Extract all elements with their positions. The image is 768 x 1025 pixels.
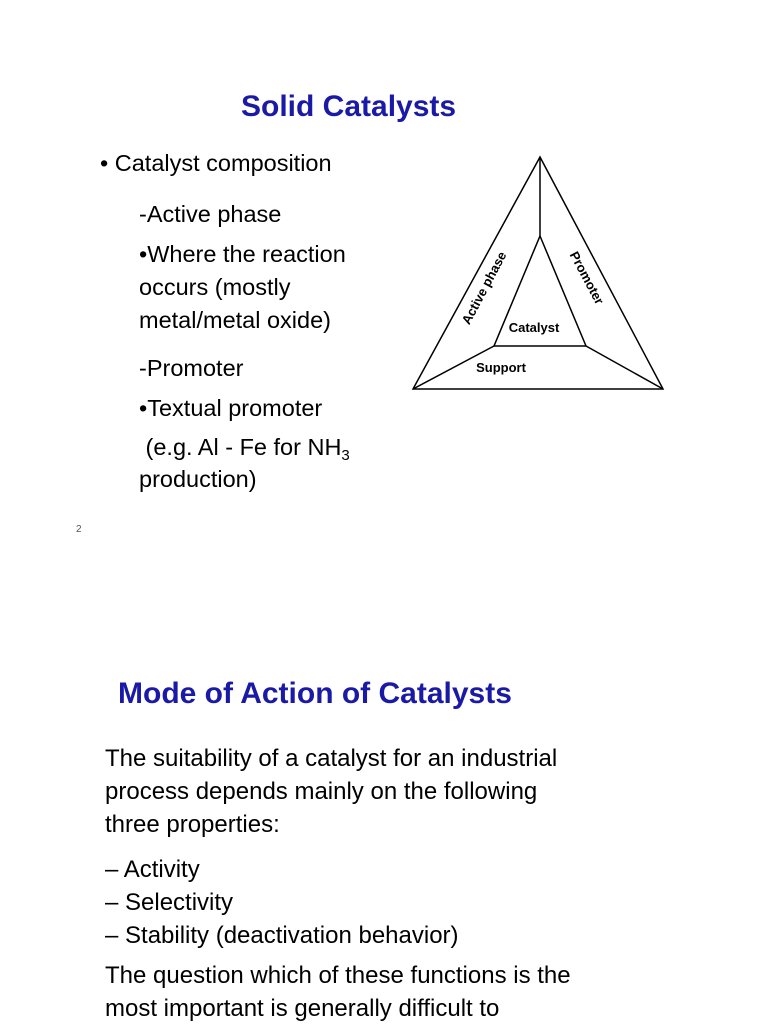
property-stability: – Stability (deactivation behavior)	[105, 922, 459, 949]
slide2-title: Mode of Action of Catalysts	[118, 677, 512, 710]
bullet-catalyst-composition: • Catalyst composition	[100, 150, 332, 176]
property-selectivity: – Selectivity	[105, 889, 234, 916]
slide-number: 2	[76, 524, 82, 535]
reaction-line-3: metal/metal oxide)	[139, 307, 331, 333]
catalyst-label: Catalyst	[508, 320, 560, 335]
reaction-line-2: occurs (mostly	[139, 274, 291, 300]
promoter-label: Promoter	[566, 248, 608, 307]
example-subscript: 3	[341, 447, 350, 464]
intro-line-3: three properties:	[105, 811, 280, 838]
reaction-line-1: •Where the reaction	[139, 241, 346, 267]
example-text: (e.g. Al - Fe for NH	[139, 434, 342, 460]
example-line	[139, 431, 350, 463]
outer-triangle	[413, 157, 663, 389]
active-phase-label: Active phase	[458, 248, 510, 327]
promoter-heading: -Promoter	[139, 355, 244, 381]
question-line-2: most important is generally difficult to	[105, 995, 500, 1022]
property-activity: – Activity	[105, 856, 200, 883]
intro-line-1: The suitability of a catalyst for an industrial	[105, 745, 558, 772]
active-phase-heading: -Active phase	[139, 201, 282, 227]
slide1-title: Solid Catalysts	[241, 90, 457, 123]
production-line: production)	[139, 466, 257, 492]
intro-line-2: process depends mainly on the following	[105, 778, 538, 805]
textual-promoter: •Textual promoter	[139, 395, 323, 421]
question-line-1: The question which of these functions is the	[105, 962, 571, 989]
support-label: Support	[476, 360, 526, 375]
catalyst-triangle-diagram	[400, 145, 680, 405]
